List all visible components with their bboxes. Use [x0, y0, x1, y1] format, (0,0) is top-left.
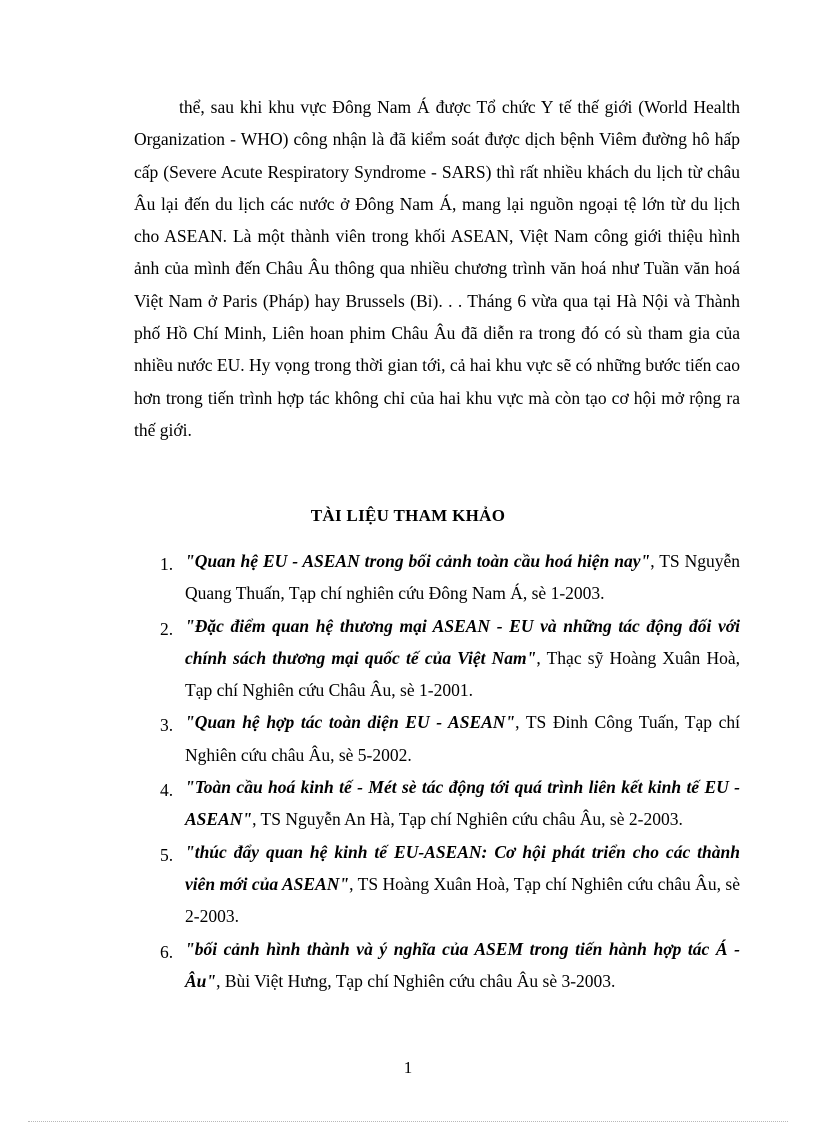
reference-number: 6.: [160, 941, 174, 962]
body-paragraph: thể, sau khi khu vực Đông Nam Á được Tổ chức Y tế thế giới (World Health Organization - WHO) công nhận là đã kiểm soát được dịch bệnh Viêm đường hô hấp cấp (Severe Acute Respiratory Syndrome - SARS) thì rất nhiều khách du lịch từ châu Âu lại đến du lịch các nước ở Đông Nam Á, mang lại nguồn ngoại tệ lớn từ du lịch cho ASEAN. Là một thành viên trong khối ASEAN, Việt Nam công giới thiệu hình ảnh của mình đến Châu Âu thông qua nhiều chương trình văn hoá như Tuần văn hoá Việt Nam ở Paris (Pháp) hay Brussels (Bỉ). . . Tháng 6 vừa qua tại Hà Nội và Thành phố Hồ Chí Minh, Liên hoan phim Châu Âu đã diễn ra trong đó có sù tham gia của nhiều nước EU. Hy vọng trong thời gian tới, cả hai khu vực sẽ có những bước tiến cao hơn trong tiến trình hợp tác không chỉ của hai khu vực mà còn tạo cơ hội mở rộng ra thế giới.: [134, 97, 740, 440]
reference-title: "Toàn cầu hoá kinh tế - Mét sè tác động tới quá trình liên kết kinh tế EU - ASEAN": [185, 777, 740, 830]
references-heading: TÀI LIỆU THAM KHẢO: [310, 506, 506, 525]
reference-title: "bối cảnh hình thành và ý nghĩa của ASEM trong tiến hành hợp tác Á - Âu": [185, 938, 740, 991]
reference-number: 2.: [160, 618, 174, 639]
page-number: 1: [403, 1058, 413, 1077]
reference-item: [0, 545, 816, 610]
reference-number: 4.: [160, 780, 174, 801]
reference-item: [0, 706, 816, 771]
references-list: [0, 545, 816, 997]
reference-number: 5.: [160, 844, 174, 865]
reference-item: [0, 933, 816, 998]
reference-title: "Đặc điểm quan hệ thương mại ASEAN - EU và những tác động đối với chính sách thương mại quốc tế của Việt Nam": [185, 615, 740, 668]
reference-item: [0, 771, 816, 836]
reference-details: , Thạc sỹ Hoàng Xuân Hoà, Tạp chí Nghiên cứu Châu Âu, sè 1-2001.: [185, 647, 741, 701]
reference-details: , TS Nguyễn Quang Thuấn, Tạp chí nghiên cứu Đông Nam Á, sè 1-2003.: [185, 551, 740, 604]
reference-title: "Quan hệ hợp tác toàn diện EU - ASEAN": [185, 712, 516, 733]
reference-details: , TS Nguyễn An Hà, Tạp chí Nghiên cứu châu Âu, sè 2-2003.: [252, 809, 683, 830]
reference-number: 3.: [160, 715, 174, 736]
reference-details: , Bùi Việt Hưng, Tạp chí Nghiên cứu châu Âu sè 3-2003.: [216, 970, 616, 991]
page-bottom-divider: [28, 1121, 788, 1122]
reference-number: 1.: [160, 554, 174, 574]
reference-item: [0, 610, 816, 707]
reference-details: , TS Đinh Công Tuấn, Tạp chí Nghiên cứu châu Âu, sè 5-2002.: [185, 712, 741, 765]
reference-title: "Quan hệ EU - ASEAN trong bối cảnh toàn cầu hoá hiện nay": [185, 551, 651, 571]
reference-item: [0, 836, 816, 933]
reference-title: "thúc đẩy quan hệ kinh tế EU-ASEAN: Cơ hội phát triển cho các thành viên mới của ASEAN": [185, 841, 740, 894]
reference-details: , TS Hoàng Xuân Hoà, Tạp chí Nghiên cứu châu Âu, sè 2-2003.: [185, 873, 740, 927]
